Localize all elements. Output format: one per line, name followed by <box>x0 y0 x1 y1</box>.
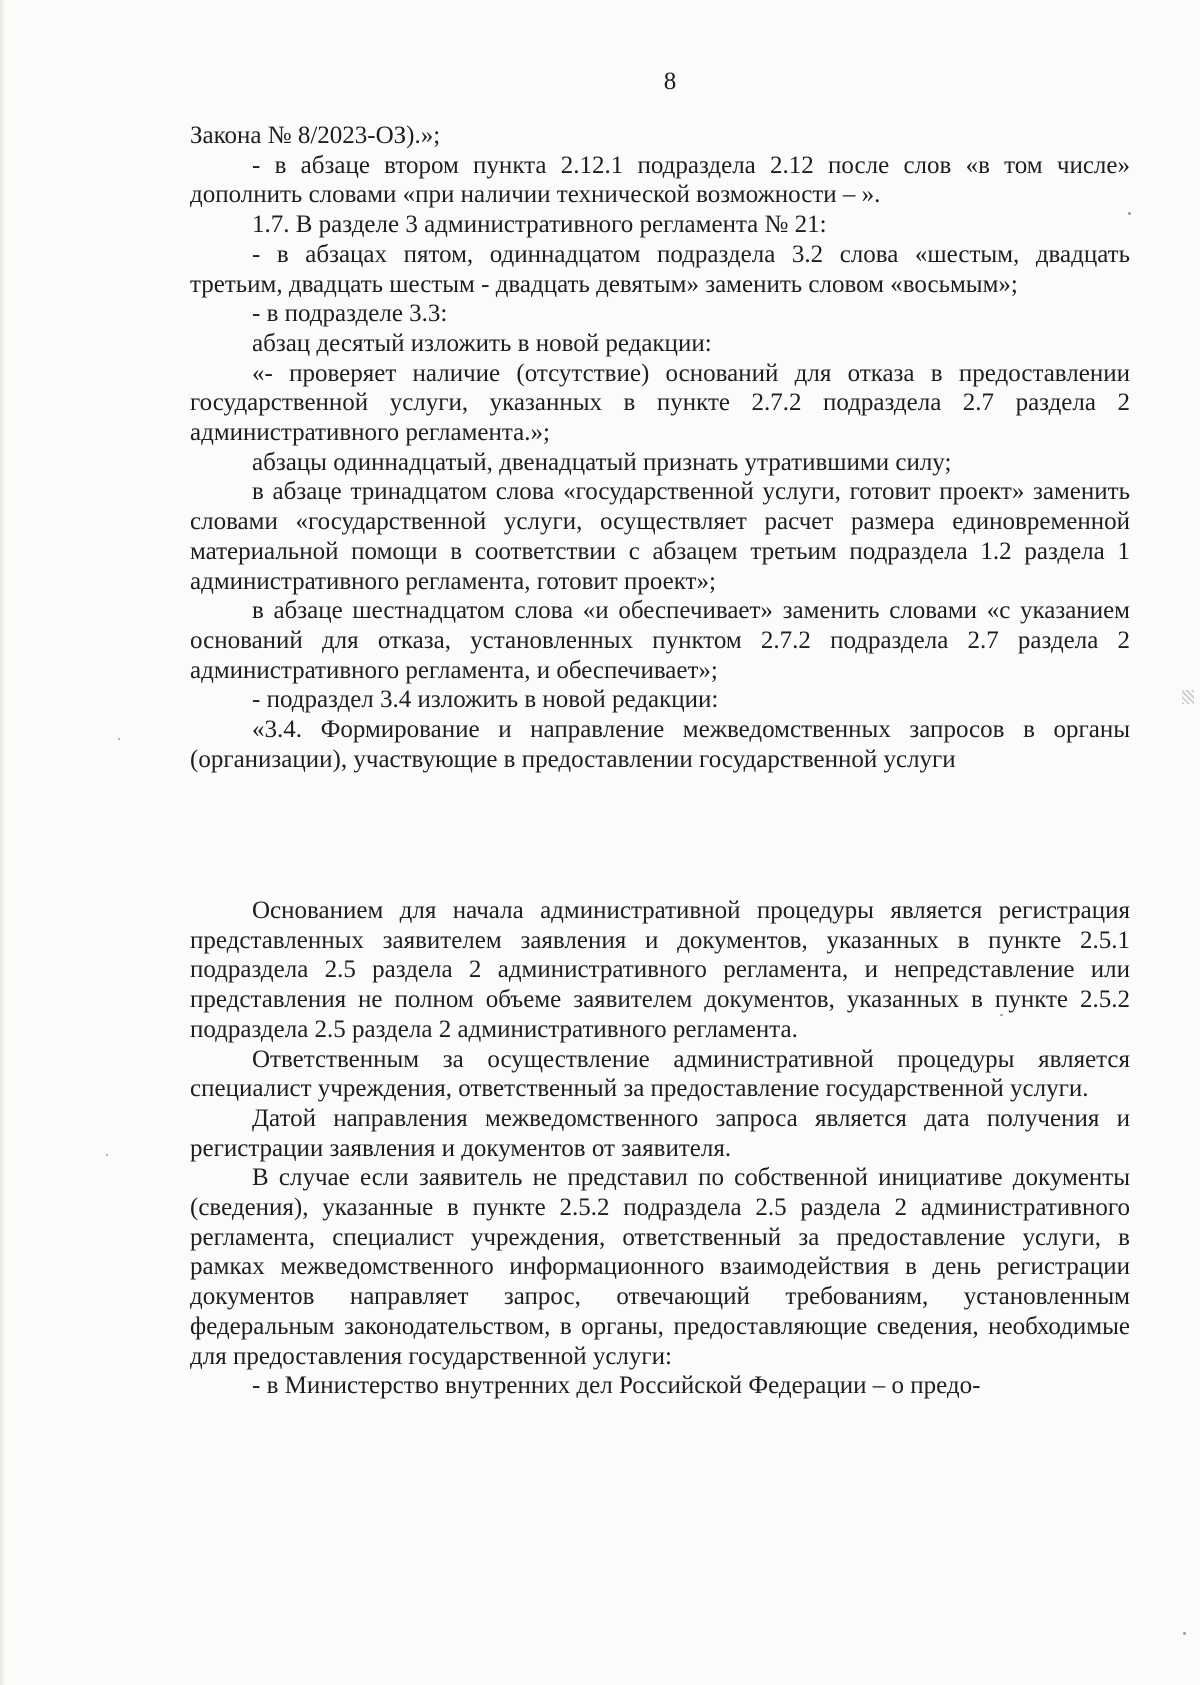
paragraph: «- проверяет наличие (отсутствие) оснований для отказа в предоставлении государственной услуги, указанных в пункте 2.7.2 подраздела 2.7 раздела 2 административного регламента.»; <box>190 359 1130 447</box>
paragraph: В случае если заявитель не представил по собственной инициативе документы (сведения), указанные в пункте 2.5.2 подраздела 2.5 раздела 2 административного регламента, специалист учреждения, ответственный за предоставление услуги, в рамках межведомственного информационного взаимодействия в день регистрации документов направляет запрос, отвечающий требованиям, установленным федеральным законодательством, в органы, предоставляющие сведения, необходимые для предоставления государственной услуги: <box>190 1164 1130 1370</box>
paragraph: - подраздел 3.4 изложить в новой редакции: <box>252 686 719 714</box>
paragraph: - в подразделе 3.3: <box>252 300 448 328</box>
scan-edge-shadow <box>0 0 6 1685</box>
paragraph: Закона № 8/2023-ОЗ).»; <box>190 122 441 149</box>
paragraph: абзац десятый изложить в новой редакции: <box>252 329 712 357</box>
scan-speck <box>1183 1632 1186 1635</box>
scan-speck <box>106 1154 108 1156</box>
paragraph: 1.7. В разделе 3 административного регламента № 21: <box>252 211 827 239</box>
paragraph: в абзаце тринадцатом слова «государственной услуги, готовит проект» заменить словами «государственной услуги, осуществляет расчет размера единовременной материальной помощи в соответствии с абзацем третьим подраздела 1.2 раздела 1 административного регламента, готовит проект»; <box>190 478 1130 595</box>
paragraph: «3.4. Формирование и направление межведомственных запросов в органы (организации), участвующие в предоставлении государственной услуги <box>190 716 1130 773</box>
document-body-bottom <box>190 896 1130 1401</box>
scan-artifact-mark <box>1182 690 1194 704</box>
document-body-top <box>190 121 1130 774</box>
scan-speck <box>118 738 120 740</box>
paragraph: в абзаце шестнадцатом слова «и обеспечивает» заменить словами «с указанием оснований для отказа, установленных пунктом 2.7.2 подраздела 2.7 раздела 2 административного регламента, и обеспечивает»; <box>190 597 1130 684</box>
paragraph: Ответственным за осуществление административной процедуры является специалист учреждения, ответственный за предоставление государственной услуги. <box>190 1045 1130 1103</box>
paragraph: абзацы одиннадцатый, двенадцатый признать утратившими силу; <box>252 448 952 476</box>
paragraph: Основанием для начала административной процедуры является регистрация представленных заявителем заявления и документов, указанных в пункте 2.5.1 подраздела 2.5 раздела 2 административного регламента, и непредставление или представления не полном объеме заявителем документов, указанных в пункте 2.5.2 подраздела 2.5 раздела 2 административного регламента. <box>190 897 1130 1043</box>
paragraph: Датой направления межведомственного запроса является дата получения и регистрации заявления и документов от заявителя. <box>190 1104 1130 1162</box>
page-number: 8 <box>663 68 677 95</box>
paragraph: - в абзаце втором пункта 2.12.1 подраздела 2.12 после слов «в том числе» дополнить словами «при наличии технической возможности – ». <box>190 151 1130 209</box>
paragraph: - в абзацах пятом, одиннадцатом подраздела 3.2 слова «шестым, двадцать третьим, двадцать шестым - двадцать девятым» заменить словом «восьмым»; <box>190 240 1130 298</box>
paragraph: - в Министерство внутренних дел Российской Федерации – о предо- <box>252 1372 981 1400</box>
